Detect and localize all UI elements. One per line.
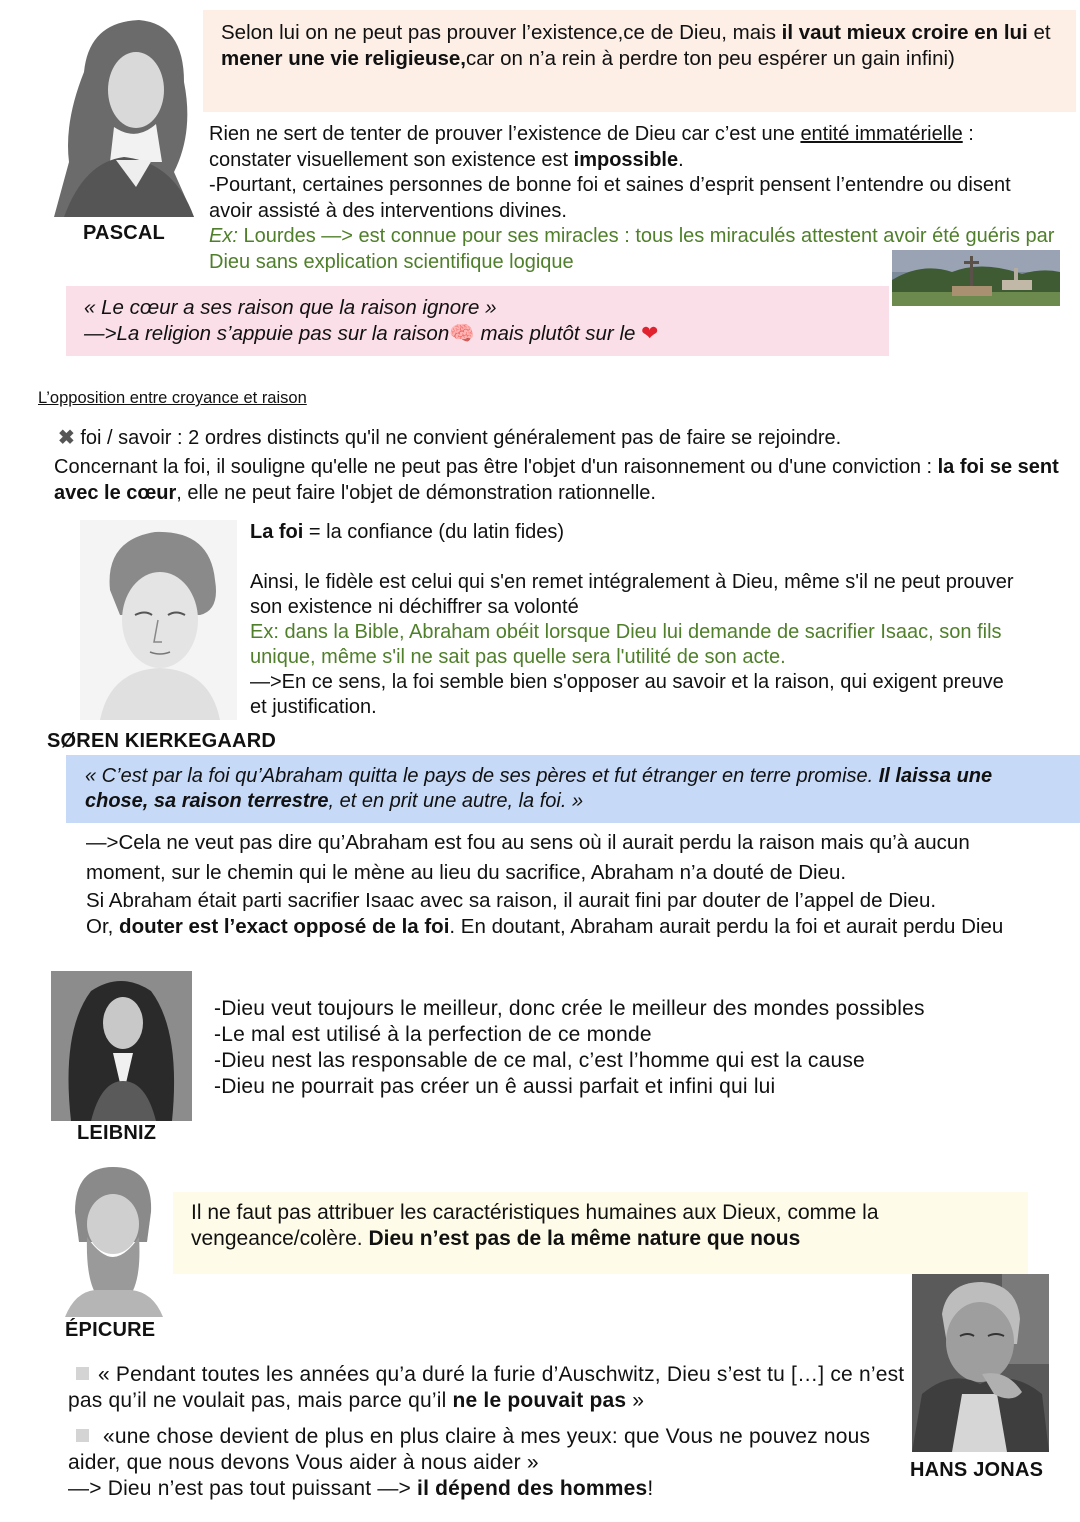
leibniz-caption: LEIBNIZ xyxy=(77,1122,157,1144)
emphasis: mener une vie religieuse, xyxy=(221,46,466,70)
emphasis: la foi se sent avec le cœur xyxy=(54,456,1059,504)
sketch-portrait-icon xyxy=(80,520,237,720)
checkbox-square-icon xyxy=(76,1367,89,1380)
text: car on n’a rein à perdre ton peu espérer un gain infini) xyxy=(465,46,955,70)
hans-jonas-photo xyxy=(912,1274,1049,1452)
brain-icon: 🧠 xyxy=(449,322,475,345)
photo-portrait-icon xyxy=(912,1274,1049,1452)
text: —>La religion s’appuie pas sur la raison xyxy=(84,322,450,345)
text: . xyxy=(678,148,684,171)
kierkegaard-portrait xyxy=(80,520,237,720)
emphasis: il vaut mieux croire en lui xyxy=(781,21,1028,44)
epicure-summary-box xyxy=(173,1192,1028,1274)
list-item: -Dieu veut toujours le meilleur, donc crée le meilleur des mondes possibles xyxy=(214,997,925,1020)
hans-jonas-quotes xyxy=(68,1362,918,1502)
pascal-caption: PASCAL xyxy=(83,222,165,244)
quote-text: « C’est par la foi qu’Abraham quitta le pays de ses pères et fut étranger en terre promise. xyxy=(85,765,879,787)
pascal-portrait xyxy=(44,12,204,217)
emphasis: impossible xyxy=(573,148,679,171)
checkbox-square-icon xyxy=(76,1429,89,1442)
epicure-caption: ÉPICURE xyxy=(65,1319,156,1341)
text: Or, xyxy=(86,914,120,938)
text: Si Abraham était parti sacrifier Isaac avec sa raison, il aurait fini par douter de l’appel de Dieu. xyxy=(86,889,937,912)
quote-emphasis: ne le pouvait pas xyxy=(452,1389,627,1412)
hans-jonas-caption: HANS JONAS xyxy=(910,1459,1044,1481)
text: Ainsi, le fidèle est celui qui s'en remet intégralement à Dieu, même s'il ne peut prouver son existence ni déchiffrer sa volonté xyxy=(250,571,1014,618)
leibniz-points xyxy=(214,996,1034,1100)
abraham-explanation xyxy=(86,828,1066,939)
text: Selon lui on ne peut pas prouver l’existence,ce de Dieu, mais xyxy=(221,21,782,44)
quote-aider xyxy=(68,1424,888,1476)
text: —>Cela ne veut pas dire qu’Abraham est fou au sens où il aurait perdu la raison mais qu’à aucun moment, sur le chemin qui le mène au lieu du sacrifice, Abraham n’a douté de Dieu. xyxy=(86,831,970,884)
emphasis: Dieu n’est pas de la même nature que nous xyxy=(368,1227,801,1250)
text: Il ne faut pas attribuer les caractéristiques humaines aux Dieux, comme la vengeance/colère. xyxy=(191,1201,879,1250)
text: ! xyxy=(647,1477,654,1500)
leibniz-portrait xyxy=(51,971,192,1121)
pascal-quote-box xyxy=(66,286,889,356)
emphasis: il dépend des hommes xyxy=(417,1477,648,1500)
x-mark-icon: ✖ xyxy=(58,427,75,449)
jonas-conclusion xyxy=(68,1476,918,1502)
quote-conclusion xyxy=(84,321,871,347)
text: Rien ne sert de tenter de prouver l’existence de Dieu car c’est une xyxy=(209,123,801,145)
quote-text: « Pendant toutes les années qu’a duré la furie d’Auschwitz, Dieu s’est tu […] ce n’est pas qu’il ne voulait pas, mais parce qu’il xyxy=(68,1363,905,1412)
text: : xyxy=(962,123,974,145)
text: -Pourtant, certaines personnes de bonne foi et saines d’esprit pensent l’entendre ou disent avoir assisté à des interventions divines. xyxy=(209,174,1011,222)
bust-sculpture-icon xyxy=(55,1162,170,1317)
text: mais plutôt sur le xyxy=(474,322,642,345)
quote-text: « Le cœur a ses raison que la raison ignore » xyxy=(84,296,497,319)
text: constater visuellement son existence est xyxy=(209,148,574,171)
heart-icon: ❤ xyxy=(641,322,659,345)
lourdes-photo xyxy=(892,250,1060,306)
conclusion-text: —>En ce sens, la foi semble bien s'opposer au savoir et la raison, qui exigent preuve et justification. xyxy=(250,671,1004,718)
example-text: Ex: dans la Bible, Abraham obéit lorsque Dieu lui demande de sacrifier Isaac, son fils unique, même s'il ne sait pas quelle sera l'utilité de son acte. xyxy=(250,621,1002,668)
underlined-term: entité immatérielle xyxy=(800,123,963,145)
text: , elle ne peut faire l'objet de démonstration rationnelle. xyxy=(176,482,656,504)
example-text: Lourdes —> est connue pour ses miracles : tous les miraculés attestent avoir été guéris par Dieu sans explication scientifique logique xyxy=(209,225,1055,273)
text: . En doutant, Abraham aurait perdu la foi et aurait perdu Dieu xyxy=(449,914,1004,938)
quote-text: , et en prit une autre, la foi. » xyxy=(328,790,584,812)
foi-savoir-block xyxy=(54,425,1074,506)
engraving-portrait-icon xyxy=(51,971,192,1121)
quote-auschwitz xyxy=(68,1362,908,1414)
list-item: -Le mal est utilisé à la perfection de ce monde xyxy=(214,1023,652,1046)
kierkegaard-caption: SØREN KIERKEGAARD xyxy=(47,730,276,752)
quote-text: «une chose devient de plus en plus claire à mes yeux: que Vous ne pouvez nous aider, que nous devons Vous aider à nous aider » xyxy=(68,1425,871,1474)
pascal-summary-box xyxy=(203,10,1076,112)
section-title: L’opposition entre croyance et raison xyxy=(38,389,307,407)
definition: = la confiance (du latin fides) xyxy=(303,521,565,543)
kierkegaard-quote-box xyxy=(66,755,1080,823)
term: La foi xyxy=(250,521,304,543)
kierkegaard-explanation xyxy=(250,520,1070,720)
example-label: Ex: xyxy=(209,225,238,247)
text: et xyxy=(1027,21,1051,44)
text: foi / savoir : 2 ordres distincts qu'il ne convient généralement pas de faire se rejoindre. xyxy=(74,427,842,449)
epicure-bust xyxy=(55,1162,170,1317)
text: —> Dieu n’est pas tout puissant —> xyxy=(68,1477,418,1500)
list-item: -Dieu ne pourrait pas créer un ê aussi parfait et infini qui lui xyxy=(214,1075,776,1098)
quote-text: » xyxy=(626,1389,645,1412)
quote-emphasis: Il laissa une chose, sa raison terrestre xyxy=(85,765,993,812)
landscape-photo-icon xyxy=(892,250,1060,306)
text: Concernant la foi, il souligne qu'elle ne peut pas être l'objet d'un raisonnement ou d'une conviction : xyxy=(54,456,938,478)
engraving-portrait-icon xyxy=(44,12,204,217)
list-item: -Dieu nest las responsable de ce mal, c’est l’homme qui est la cause xyxy=(214,1049,865,1072)
emphasis: douter est l’exact opposé de la foi xyxy=(119,914,450,938)
